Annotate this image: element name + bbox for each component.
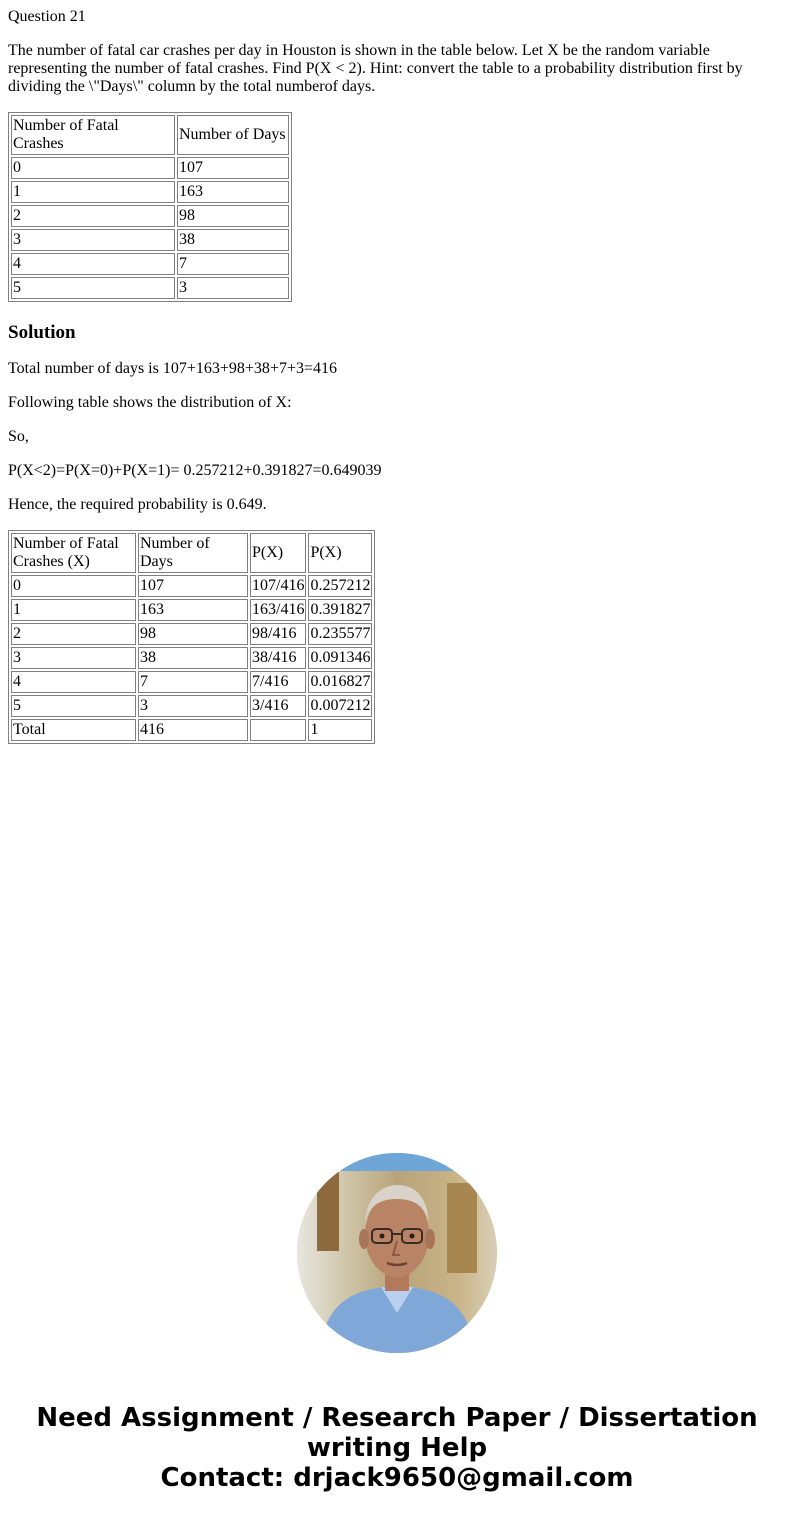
table-cell: 2 <box>11 205 175 227</box>
table-cell: 3 <box>177 277 289 299</box>
table-cell: 7/416 <box>250 671 306 693</box>
table-cell: 1 <box>11 181 175 203</box>
table-cell: 38/416 <box>250 647 306 669</box>
table-cell: Total <box>11 719 136 741</box>
table-cell: 4 <box>11 671 136 693</box>
table-cell: 3 <box>138 695 248 717</box>
solution-heading: Solution <box>8 322 76 343</box>
table-cell: 98 <box>177 205 289 227</box>
table-row <box>11 181 289 203</box>
table-cell: 0.235577 <box>308 623 372 645</box>
table-cell: 107/416 <box>250 575 306 597</box>
table-cell: 163 <box>177 181 289 203</box>
table-cell: 163/416 <box>250 599 306 621</box>
contact-email: Contact: drjack9650@gmail.com <box>160 1463 634 1493</box>
table-cell: 107 <box>177 157 289 179</box>
solution-line: Hence, the required probability is 0.649. <box>8 496 267 513</box>
table-header-row <box>11 115 289 155</box>
page-content <box>8 0 778 744</box>
table-cell: 416 <box>138 719 248 741</box>
table-cell: 3 <box>11 647 136 669</box>
table-row <box>11 253 289 275</box>
author-avatar <box>297 1153 497 1353</box>
table-cell: 0.091346 <box>308 647 372 669</box>
solution-line: So, <box>8 428 29 445</box>
question-text: The number of fatal car crashes per day in Houston is shown in the table below. Let X be the random variable representing the number of fatal crashes. Find P(X < 2). Hint: convert the table to a probability distribution first by dividing the \"Days\" column by the total numberof days. <box>8 42 743 95</box>
solution-line: P(X<2)=P(X=0)+P(X=1)= 0.257212+0.391827=0.649039 <box>8 462 382 479</box>
table-header-cell: Number of Days <box>138 533 248 573</box>
table-row <box>11 229 289 251</box>
promo-line: Need Assignment / Research Paper / Dissertation <box>36 1403 758 1433</box>
table-cell: 98 <box>138 623 248 645</box>
table-cell: 3 <box>11 229 175 251</box>
table-cell: 107 <box>138 575 248 597</box>
table-cell: 7 <box>138 671 248 693</box>
probability-distribution-table <box>8 530 375 744</box>
table-header-cell: Number of Days <box>177 115 289 155</box>
solution-body <box>8 360 778 514</box>
table-cell: 0.391827 <box>308 599 372 621</box>
table-cell: 38 <box>138 647 248 669</box>
crash-days-table <box>8 112 292 302</box>
table-cell: 0.007212 <box>308 695 372 717</box>
table-cell: 5 <box>11 695 136 717</box>
table-cell: 1 <box>11 599 136 621</box>
question-title: Question 21 <box>8 8 86 25</box>
table-header-cell: Number of Fatal Crashes (X) <box>11 533 136 573</box>
solution-line: Total number of days is 107+163+98+38+7+3=416 <box>8 360 337 377</box>
table-header-cell: P(X) <box>308 533 372 573</box>
table-header-cell: P(X) <box>250 533 306 573</box>
solution-line: Following table shows the distribution of X: <box>8 394 292 411</box>
promo-line: writing Help <box>306 1433 488 1463</box>
table-cell: 7 <box>177 253 289 275</box>
table-cell: 4 <box>11 253 175 275</box>
table-cell: 98/416 <box>250 623 306 645</box>
table-cell: 5 <box>11 277 175 299</box>
table-row <box>11 205 289 227</box>
table-total-row <box>11 719 372 741</box>
table-row <box>11 575 372 597</box>
table-cell: 1 <box>308 719 372 741</box>
table-row <box>11 695 372 717</box>
table-cell: 0 <box>11 575 136 597</box>
promo-footer <box>0 1403 794 1493</box>
table-cell: 0.016827 <box>308 671 372 693</box>
table-row <box>11 671 372 693</box>
table-cell: 163 <box>138 599 248 621</box>
table-row <box>11 599 372 621</box>
table-cell: 38 <box>177 229 289 251</box>
table-row <box>11 277 289 299</box>
table-cell: 3/416 <box>250 695 306 717</box>
author-portrait <box>297 1153 497 1353</box>
table-cell: 0.257212 <box>308 575 372 597</box>
table-cell <box>250 719 306 741</box>
table-header-cell: Number of Fatal Crashes <box>11 115 175 155</box>
table-row <box>11 157 289 179</box>
table-row <box>11 647 372 669</box>
table-header-row <box>11 533 372 573</box>
table-cell: 0 <box>11 157 175 179</box>
table-cell: 2 <box>11 623 136 645</box>
table-row <box>11 623 372 645</box>
